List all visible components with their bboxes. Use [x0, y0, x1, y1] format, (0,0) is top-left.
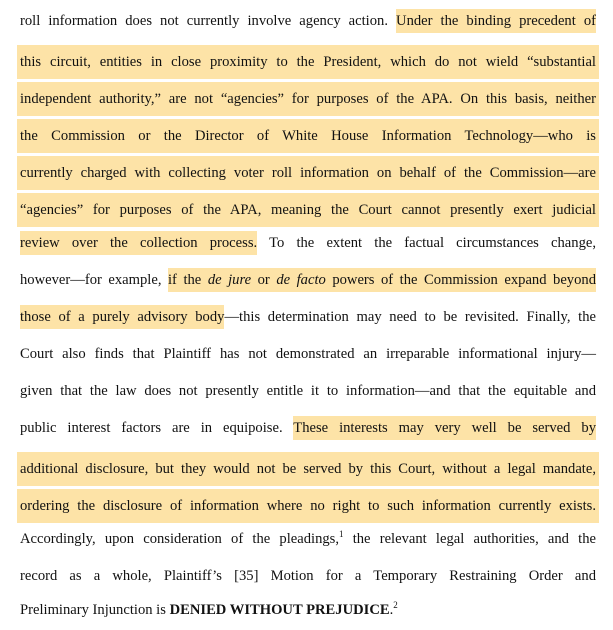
line-8-hl-b: or — [251, 272, 277, 288]
line-2-highlight: this circuit, entities in close proximity to the President, which do not wield “substantial — [17, 45, 599, 79]
line-11-text: given that the law does not presently entitle it to information—and that the equitable and — [20, 383, 596, 399]
line-15-text-a: Accordingly, upon consideration of the pleadings, — [20, 531, 339, 547]
footnote-1-marker[interactable]: 1 — [339, 529, 344, 540]
line-17-text: Preliminary Injunction is — [20, 602, 170, 618]
line-10-text: Court also finds that Plaintiff has not demonstrated an irreparable informational injury— — [20, 346, 596, 362]
line-9 — [20, 304, 596, 330]
line-14-highlight: ordering the disclosure of information where no right to such information currently exists. — [17, 489, 599, 523]
line-16 — [20, 563, 596, 589]
line-13 — [20, 452, 596, 478]
line-15 — [20, 526, 596, 552]
line-17 — [20, 597, 596, 623]
line-8-hl-a: if the — [168, 272, 208, 288]
line-8-hl-c: powers of the Commission expand beyond — [325, 272, 596, 288]
de-jure-term: de jure — [207, 272, 252, 288]
line-12-text: public interest factors are in equipoise. — [20, 420, 294, 436]
line-2 — [20, 45, 596, 71]
line-5-highlight: currently charged with collecting voter roll information on behalf of the Commission—are — [17, 156, 599, 190]
line-17-period: . — [389, 602, 394, 618]
line-9-highlight: those of a purely advisory body — [20, 305, 224, 329]
line-3-highlight: independent authority,” are not “agencies” for purposes of the APA. On this basis, neither — [17, 82, 599, 116]
line-8 — [20, 267, 596, 293]
line-4-highlight: the Commission or the Director of White House Information Technology—who is — [17, 119, 599, 153]
line-15-text-b: the relevant legal authorities, and the — [343, 531, 596, 547]
line-1 — [20, 8, 596, 34]
line-7-text: To the extent the factual circumstances change, — [257, 235, 596, 251]
line-1-highlight: Under the binding precedent of — [396, 9, 596, 33]
line-4 — [20, 119, 596, 145]
line-16-text: record as a whole, Plaintiff’s [35] Motion for a Temporary Restraining Order and — [20, 568, 596, 584]
footnote-2-marker[interactable]: 2 — [393, 600, 398, 611]
line-8-text: however—for example, — [20, 272, 168, 288]
line-7-highlight: review over the collection process. — [20, 231, 257, 255]
line-9-text: —this determination may need to be revisited. Finally, the — [224, 309, 596, 325]
line-7 — [20, 230, 596, 256]
line-6-highlight: “agencies” for purposes of the APA, meaning the Court cannot presently exert judicial — [17, 193, 599, 227]
line-10 — [20, 341, 596, 367]
line-3 — [20, 82, 596, 108]
line-1-text: roll information does not currently involve agency action. — [20, 13, 397, 29]
line-12 — [20, 415, 596, 441]
line-13-highlight: additional disclosure, but they would not be served by this Court, without a legal mandate, — [17, 452, 599, 486]
line-5 — [20, 156, 596, 182]
line-12-highlight: These interests may very well be served by — [293, 416, 596, 440]
line-8-highlight — [168, 268, 596, 292]
ruling-text: DENIED WITHOUT PREJUDICE — [169, 602, 390, 618]
de-facto-term: de facto — [276, 272, 326, 288]
line-11 — [20, 378, 596, 404]
line-6 — [20, 193, 596, 219]
line-14 — [20, 489, 596, 515]
